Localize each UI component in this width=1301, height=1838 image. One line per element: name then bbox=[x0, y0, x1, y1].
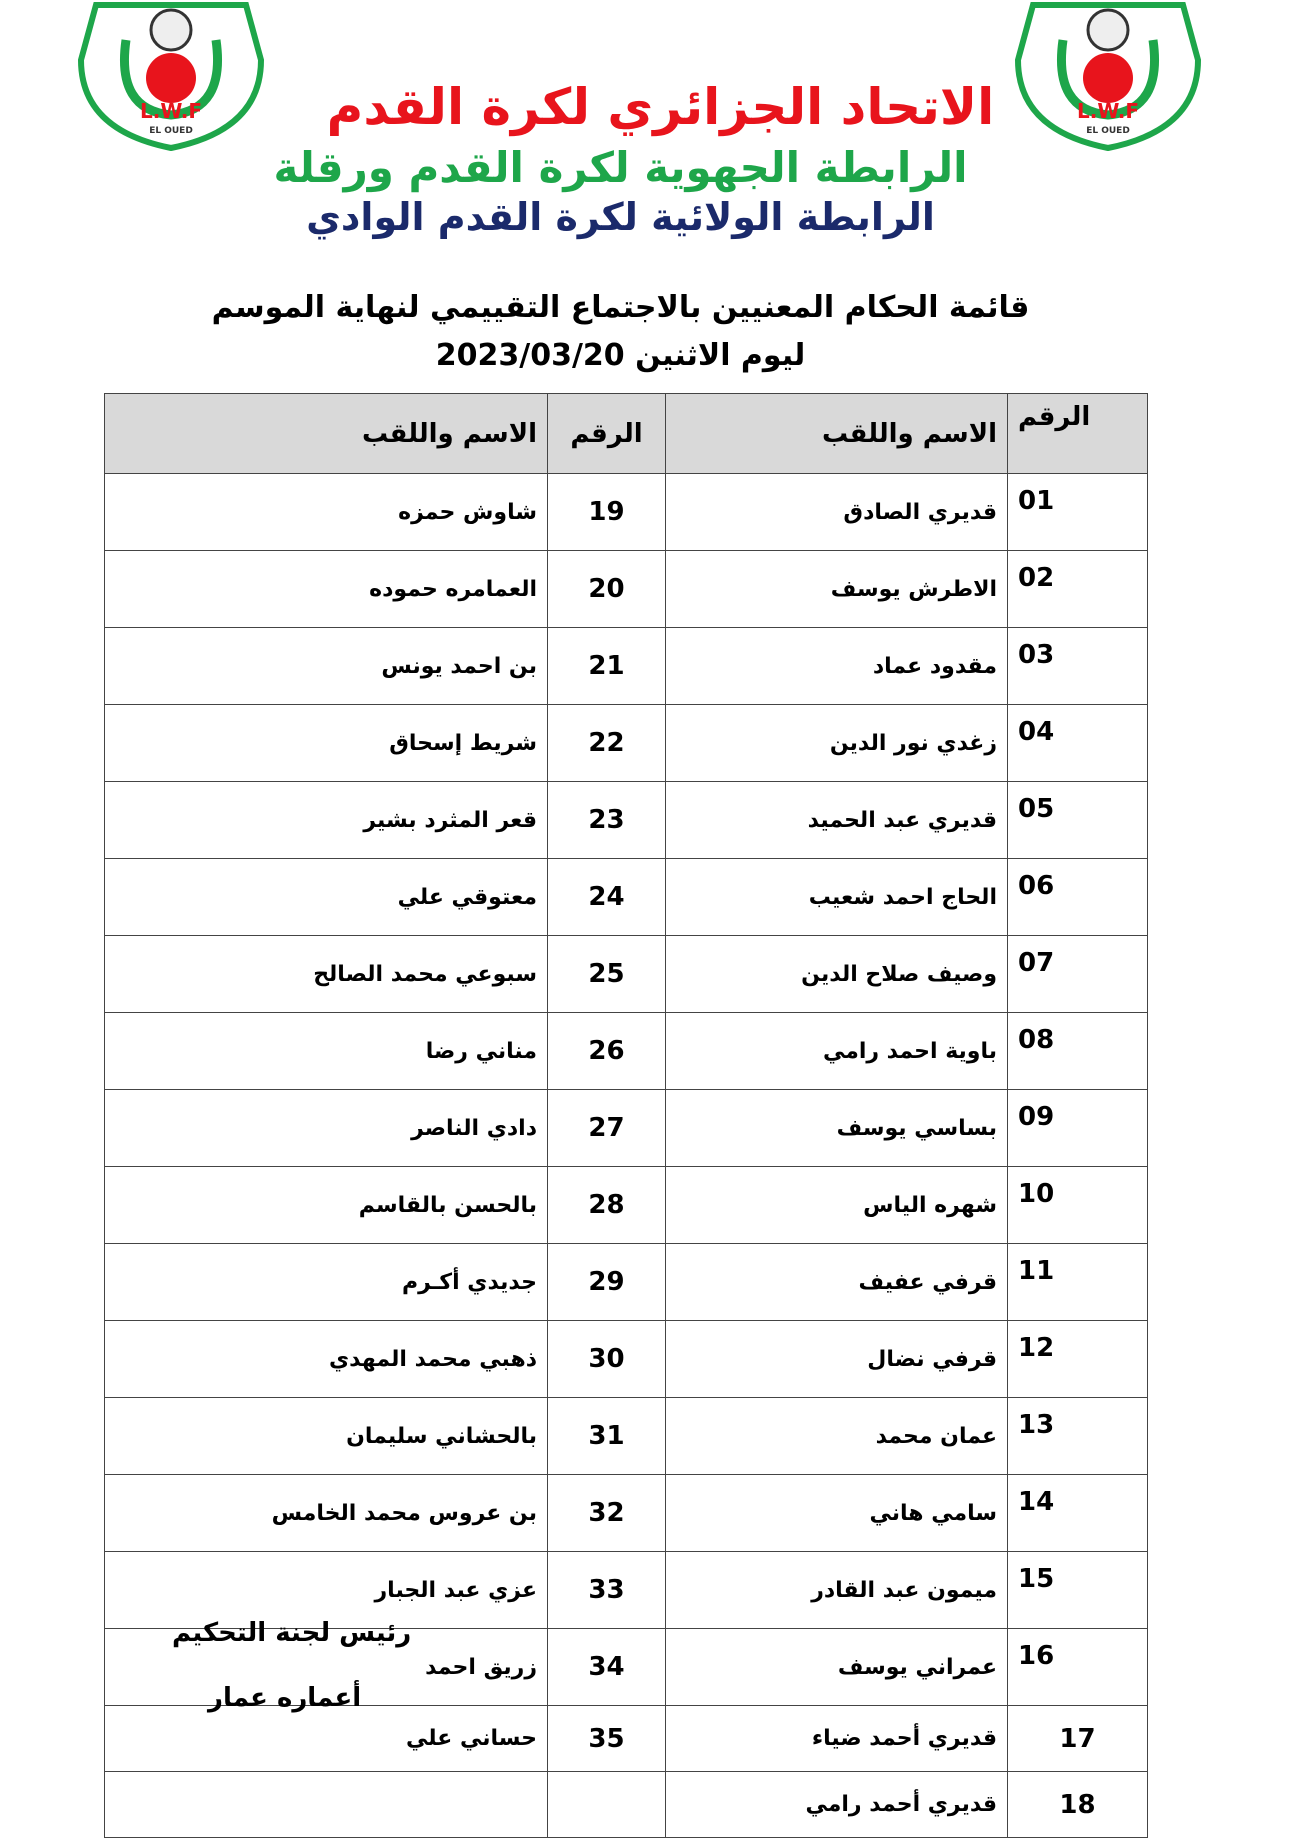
signature-role: رئيس لجنة التحكيم bbox=[172, 1618, 412, 1648]
row-number: 05 bbox=[1008, 782, 1148, 859]
row-number: 01 bbox=[1008, 474, 1148, 551]
table-row bbox=[105, 1772, 1148, 1838]
row-number: 06 bbox=[1008, 859, 1148, 936]
row-number-2: 34 bbox=[548, 1629, 666, 1706]
table-row bbox=[105, 551, 1148, 628]
svg-text:EL OUED: EL OUED bbox=[149, 126, 193, 136]
row-number: 04 bbox=[1008, 705, 1148, 782]
row-number: 16 bbox=[1008, 1629, 1148, 1706]
referee-name: باوية احمد رامي bbox=[666, 1013, 1008, 1090]
row-number-2: 25 bbox=[548, 936, 666, 1013]
referee-name: مقدود عماد bbox=[666, 628, 1008, 705]
table-row bbox=[105, 782, 1148, 859]
referee-name: عمان محمد bbox=[666, 1398, 1008, 1475]
row-number-2 bbox=[548, 1772, 666, 1838]
referee-name: عمراني يوسف bbox=[666, 1629, 1008, 1706]
referee-name-2: شريط إسحاق bbox=[105, 705, 548, 782]
referee-name: الاطرش يوسف bbox=[666, 551, 1008, 628]
row-number: 08 bbox=[1008, 1013, 1148, 1090]
row-number: 13 bbox=[1008, 1398, 1148, 1475]
row-number-2: 33 bbox=[548, 1552, 666, 1629]
row-number: 10 bbox=[1008, 1167, 1148, 1244]
row-number-2: 24 bbox=[548, 859, 666, 936]
svg-text:L.W.F: L.W.F bbox=[139, 99, 203, 123]
referee-name: الحاج احمد شعيب bbox=[666, 859, 1008, 936]
document-date: ليوم الاثنين 2023/03/20 bbox=[435, 338, 806, 373]
referee-name-2: دادي الناصر bbox=[105, 1090, 548, 1167]
referee-name-2: شاوش حمزه bbox=[105, 474, 548, 551]
regional-league-title: الرابطة الجهوية لكرة القدم ورقلة bbox=[273, 143, 968, 192]
table-row bbox=[105, 1706, 1148, 1772]
svg-text:EL OUED: EL OUED bbox=[1086, 126, 1130, 136]
referee-name-2: زريق احمد bbox=[105, 1629, 548, 1706]
referee-name: قديري أحمد ضياء bbox=[666, 1706, 1008, 1772]
wilaya-league-title: الرابطة الولائية لكرة القدم الوادي bbox=[306, 195, 935, 239]
referee-name: قديري الصادق bbox=[666, 474, 1008, 551]
referee-name-2: بالحسن بالقاسم bbox=[105, 1167, 548, 1244]
row-number-2: 35 bbox=[548, 1706, 666, 1772]
referee-name-2: جديدي أكـرم bbox=[105, 1244, 548, 1321]
referee-name: وصيف صلاح الدين bbox=[666, 936, 1008, 1013]
row-number: 07 bbox=[1008, 936, 1148, 1013]
referee-name-2: عزي عبد الجبار bbox=[105, 1552, 548, 1629]
svg-text:L.W.F: L.W.F bbox=[1076, 99, 1140, 123]
referee-name-2 bbox=[105, 1772, 548, 1838]
row-number-2: 30 bbox=[548, 1321, 666, 1398]
referee-name: زغدي نور الدين bbox=[666, 705, 1008, 782]
signature-name: أعماره عمار bbox=[208, 1683, 362, 1713]
table-row bbox=[105, 1167, 1148, 1244]
row-number: 14 bbox=[1008, 1475, 1148, 1552]
col-name-header-2: الاسم واللقب bbox=[105, 394, 548, 474]
referee-name: سامي هاني bbox=[666, 1475, 1008, 1552]
row-number-2: 29 bbox=[548, 1244, 666, 1321]
row-number: 02 bbox=[1008, 551, 1148, 628]
referee-name: قديري أحمد رامي bbox=[666, 1772, 1008, 1838]
referee-name-2: قعر المثرد بشير bbox=[105, 782, 548, 859]
referee-name-2: معتوقي علي bbox=[105, 859, 548, 936]
table-row bbox=[105, 1013, 1148, 1090]
referee-name: قديري عبد الحميد bbox=[666, 782, 1008, 859]
table-row bbox=[105, 936, 1148, 1013]
table-row bbox=[105, 705, 1148, 782]
row-number-2: 19 bbox=[548, 474, 666, 551]
referee-name-2: بن احمد يونس bbox=[105, 628, 548, 705]
row-number-2: 22 bbox=[548, 705, 666, 782]
document-title: قائمة الحكام المعنيين بالاجتماع التقييمي لنهاية الموسم bbox=[211, 290, 1030, 325]
referee-name-2: بن عروس محمد الخامس bbox=[105, 1475, 548, 1552]
table-row bbox=[105, 628, 1148, 705]
row-number-2: 23 bbox=[548, 782, 666, 859]
col-num-header-2: الرقم bbox=[548, 394, 666, 474]
row-number-2: 20 bbox=[548, 551, 666, 628]
row-number-2: 27 bbox=[548, 1090, 666, 1167]
table-row bbox=[105, 859, 1148, 936]
table-row bbox=[105, 1398, 1148, 1475]
table-row bbox=[105, 1552, 1148, 1629]
referee-name-2: بالحشاني سليمان bbox=[105, 1398, 548, 1475]
row-number-2: 26 bbox=[548, 1013, 666, 1090]
referee-name-2: ذهبي محمد المهدي bbox=[105, 1321, 548, 1398]
row-number: 11 bbox=[1008, 1244, 1148, 1321]
referee-name: ميمون عبد القادر bbox=[666, 1552, 1008, 1629]
referee-name: بساسي يوسف bbox=[666, 1090, 1008, 1167]
referee-name: قرفي عفيف bbox=[666, 1244, 1008, 1321]
referee-name-2: العمامره حموده bbox=[105, 551, 548, 628]
row-number: 09 bbox=[1008, 1090, 1148, 1167]
table-row bbox=[105, 1090, 1148, 1167]
col-num-header: الرقم bbox=[1008, 394, 1148, 474]
row-number-2: 31 bbox=[548, 1398, 666, 1475]
row-number: 03 bbox=[1008, 628, 1148, 705]
row-number-2: 32 bbox=[548, 1475, 666, 1552]
referee-name-2: سبوعي محمد الصالح bbox=[105, 936, 548, 1013]
col-name-header: الاسم واللقب bbox=[666, 394, 1008, 474]
row-number-2: 21 bbox=[548, 628, 666, 705]
row-number: 17 bbox=[1008, 1706, 1148, 1772]
referee-name: قرفي نضال bbox=[666, 1321, 1008, 1398]
row-number: 15 bbox=[1008, 1552, 1148, 1629]
federation-title: الاتحاد الجزائري لكرة القدم bbox=[326, 78, 995, 136]
table-row bbox=[105, 1244, 1148, 1321]
row-number-2: 28 bbox=[548, 1167, 666, 1244]
referee-name-2: حساني علي bbox=[105, 1706, 548, 1772]
table-row bbox=[105, 1321, 1148, 1398]
row-number: 18 bbox=[1008, 1772, 1148, 1838]
row-number: 12 bbox=[1008, 1321, 1148, 1398]
table-header-row bbox=[105, 394, 1148, 474]
table-row bbox=[105, 1475, 1148, 1552]
table-row bbox=[105, 474, 1148, 551]
referee-name: شهره الياس bbox=[666, 1167, 1008, 1244]
referee-name-2: مناني رضا bbox=[105, 1013, 548, 1090]
